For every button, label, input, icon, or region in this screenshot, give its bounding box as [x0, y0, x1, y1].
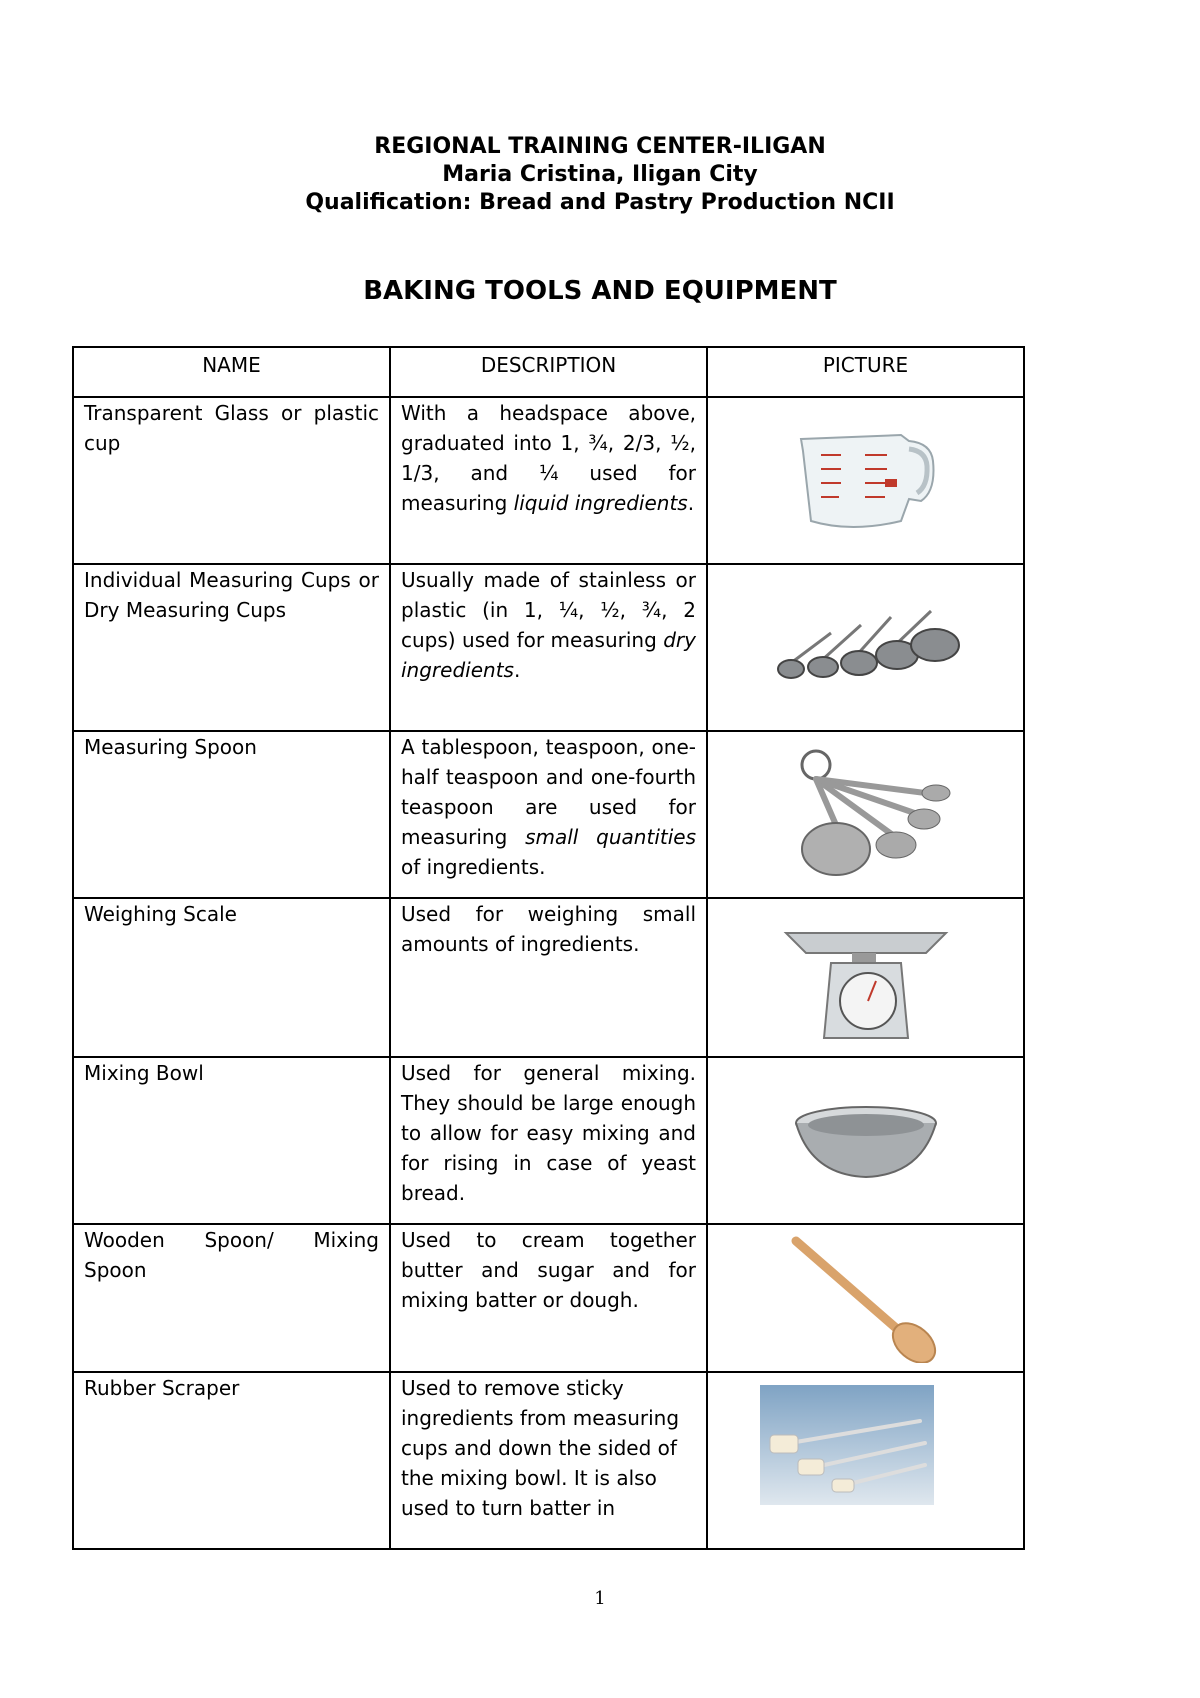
page-title: BAKING TOOLS AND EQUIPMENT — [363, 276, 837, 306]
tool-name: Individual Measuring Cups or Dry Measuring Cups — [73, 564, 390, 731]
tool-picture-cell — [707, 397, 1024, 564]
table-row — [73, 898, 1024, 1057]
header-qualification: Qualification: Bread and Pastry Production NCII — [305, 190, 895, 215]
tool-picture-cell — [707, 1224, 1024, 1372]
tool-name: Rubber Scraper — [73, 1372, 390, 1549]
tool-description: Used to remove sticky ingredients from measuring cups and down the sided of the mixing bowl. It is also used to turn batter in — [390, 1372, 707, 1549]
measuring-cups-picture — [708, 565, 1023, 730]
tool-name: Wooden Spoon/ Mixing Spoon — [73, 1224, 390, 1372]
column-header-picture: PICTURE — [707, 347, 1024, 397]
tool-name: Transparent Glass or plastic cup — [73, 397, 390, 564]
weighing-scale-picture — [708, 899, 1023, 1056]
tool-description: Used for weighing small amounts of ingredients. — [390, 898, 707, 1057]
tool-description: Used for general mixing. They should be large enough to allow for easy mixing and for rising in case of yeast bread. — [390, 1057, 707, 1224]
rubber-scraper-picture — [708, 1373, 1023, 1548]
column-header-name: NAME — [73, 347, 390, 397]
tool-picture-cell — [707, 1057, 1024, 1224]
column-header-description: DESCRIPTION — [390, 347, 707, 397]
table-row — [73, 1372, 1024, 1549]
tool-name: Weighing Scale — [73, 898, 390, 1057]
table-row — [73, 1224, 1024, 1372]
wooden-spoon-picture — [708, 1225, 1023, 1371]
header-location: Maria Cristina, Iligan City — [442, 162, 758, 187]
mixing-bowl-picture — [708, 1058, 1023, 1223]
tool-picture-cell — [707, 564, 1024, 731]
tool-picture-cell — [707, 1372, 1024, 1549]
tool-name: Mixing Bowl — [73, 1057, 390, 1224]
tool-description: Used to cream together butter and sugar and for mixing batter or dough. — [390, 1224, 707, 1372]
document-header — [0, 133, 1200, 217]
table-row — [73, 397, 1024, 564]
tool-picture-cell — [707, 898, 1024, 1057]
tool-name: Measuring Spoon — [73, 731, 390, 898]
measuring-spoons-picture — [708, 732, 1023, 897]
tool-description: Usually made of stainless or plastic (in 1, ¼, ½, ¾, 2 cups) used for measuring dry ingredients. — [390, 564, 707, 731]
tool-picture-cell — [707, 731, 1024, 898]
table-row — [73, 731, 1024, 898]
table-row — [73, 564, 1024, 731]
table-row — [73, 1057, 1024, 1224]
tool-description: A tablespoon, teaspoon, one-half teaspoon and one-fourth teaspoon are used for measuring small quantities of ingredients. — [390, 731, 707, 898]
header-institution: REGIONAL TRAINING CENTER-ILIGAN — [374, 134, 826, 159]
tools-table — [72, 346, 1025, 1550]
tool-description: With a headspace above, graduated into 1, ¾, 2/3, ½, 1/3, and ¼ used for measuring liquid ingredients. — [390, 397, 707, 564]
page-number: 1 — [594, 1588, 606, 1609]
table-header-row — [73, 347, 1024, 397]
measuring-cup-picture — [708, 398, 1023, 563]
